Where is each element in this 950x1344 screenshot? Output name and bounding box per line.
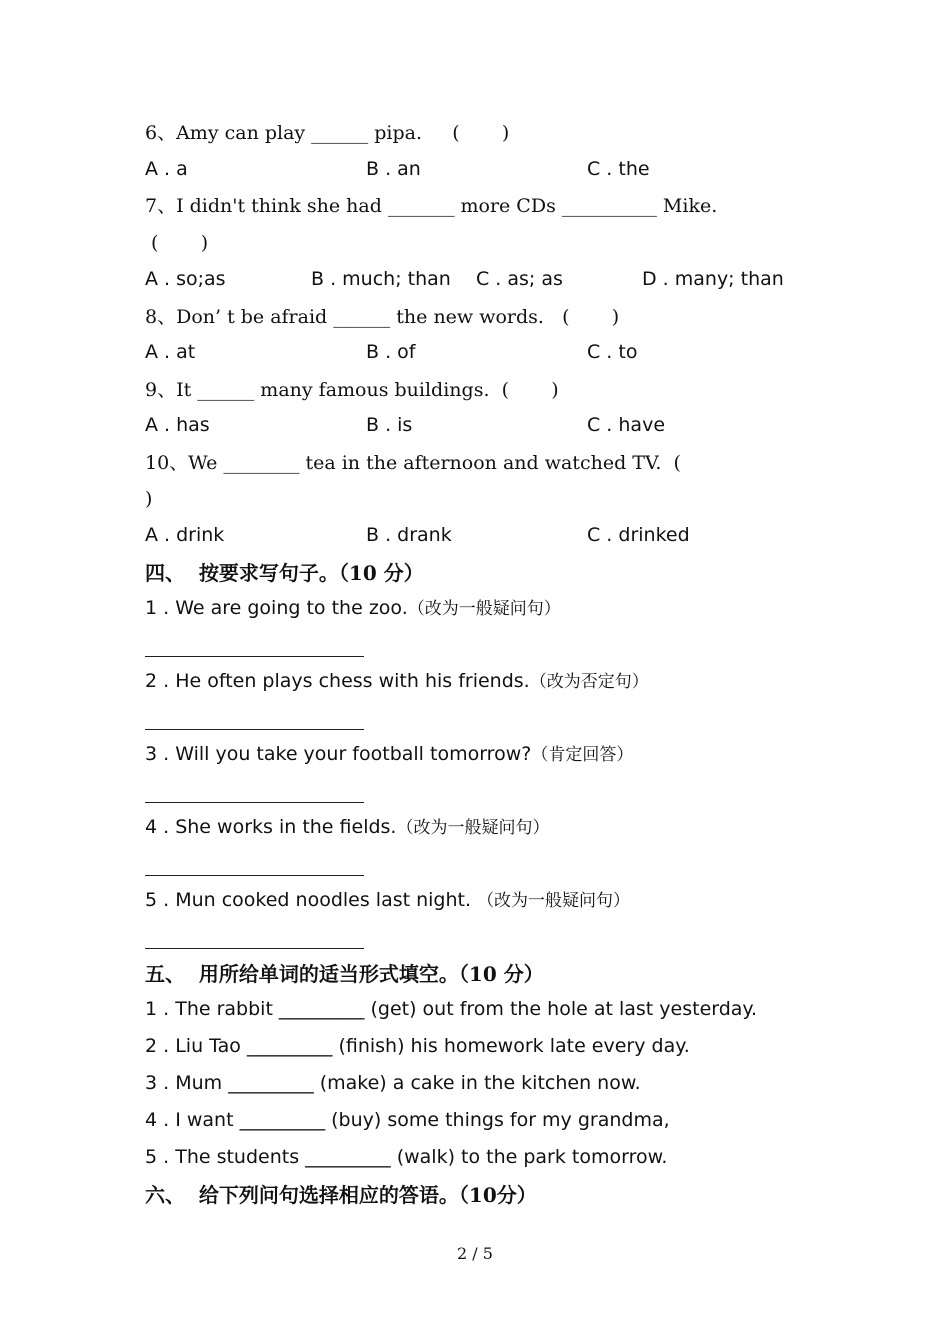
question-10-stem: 10、We ________ tea in the afternoon and watched TV. ( [145, 452, 681, 474]
fill-item-3: 3 . Mum _________ (make) a cake in the kitchen now. [145, 1072, 641, 1094]
fill-item-2: 2 . Liu Tao _________ (finish) his homework late every day. [145, 1035, 690, 1057]
rewrite-item-1-note: （改为一般疑问句） [407, 599, 561, 619]
section-6-title: 六、 给下列问句选择相应的答语。（10分） [145, 1183, 537, 1207]
question-6-option-c: C . the [587, 158, 650, 180]
question-7-option-c: C . as; as [476, 268, 563, 290]
section-4-title: 四、 按要求写句子。（10 分） [145, 561, 424, 585]
question-9-option-b: B . is [366, 414, 413, 436]
question-6-option-b: B . an [366, 158, 421, 180]
rewrite-item-4-text: 4 . She works in the fields. [145, 816, 397, 838]
answer-line-3 [145, 802, 364, 803]
answer-line-5 [145, 948, 364, 949]
rewrite-item-5-note: （改为一般疑问句） [477, 891, 631, 911]
question-6-stem: 6、Amy can play ______ pipa. ( ) [145, 122, 510, 144]
rewrite-item-5 [145, 891, 630, 910]
rewrite-item-3-note: （肯定回答） [531, 745, 634, 765]
question-9-option-a: A . has [145, 414, 210, 436]
question-8-option-c: C . to [587, 341, 638, 363]
rewrite-item-1 [145, 599, 561, 618]
answer-line-1 [145, 656, 364, 657]
question-10-stem-continued: ) [145, 488, 153, 510]
fill-item-4: 4 . I want _________ (buy) some things for my grandma, [145, 1109, 670, 1131]
question-7-option-a: A . so;as [145, 268, 226, 290]
rewrite-item-5-text: 5 . Mun cooked noodles last night. [145, 889, 478, 911]
fill-item-1: 1 . The rabbit _________ (get) out from the hole at last yesterday. [145, 998, 758, 1020]
question-7-stem: 7、I didn't think she had _______ more CDs __________ Mike. [145, 195, 718, 217]
question-7-stem-continued: ( ) [145, 232, 209, 254]
rewrite-item-2 [145, 672, 649, 691]
rewrite-item-4 [145, 818, 549, 837]
section-5-title: 五、 用所给单词的适当形式填空。（10 分） [145, 962, 544, 986]
rewrite-item-3 [145, 745, 633, 764]
rewrite-item-4-note: （改为一般疑问句） [396, 818, 550, 838]
page-number: 2 / 5 [457, 1244, 493, 1263]
rewrite-item-1-text: 1 . We are going to the zoo. [145, 597, 408, 619]
question-10-option-b: B . drank [366, 524, 452, 546]
question-10-option-a: A . drink [145, 524, 225, 546]
question-6-option-a: A . a [145, 158, 188, 180]
question-9-stem: 9、It ______ many famous buildings. ( ) [145, 379, 559, 401]
question-8-option-b: B . of [366, 341, 416, 363]
rewrite-item-2-text: 2 . He often plays chess with his friends. [145, 670, 530, 692]
answer-line-4 [145, 875, 364, 876]
question-8-stem: 8、Don’ t be afraid ______ the new words. ( ) [145, 306, 620, 328]
answer-line-2 [145, 729, 364, 730]
question-7-option-d: D . many; than [642, 268, 784, 290]
question-7-option-b: B . much; than [311, 268, 451, 290]
fill-item-5: 5 . The students _________ (walk) to the park tomorrow. [145, 1146, 668, 1168]
rewrite-item-3-text: 3 . Will you take your football tomorrow? [145, 743, 532, 765]
rewrite-item-2-note: （改为否定句） [529, 672, 649, 692]
question-9-option-c: C . have [587, 414, 666, 436]
question-8-option-a: A . at [145, 341, 196, 363]
question-10-option-c: C . drinked [587, 524, 690, 546]
